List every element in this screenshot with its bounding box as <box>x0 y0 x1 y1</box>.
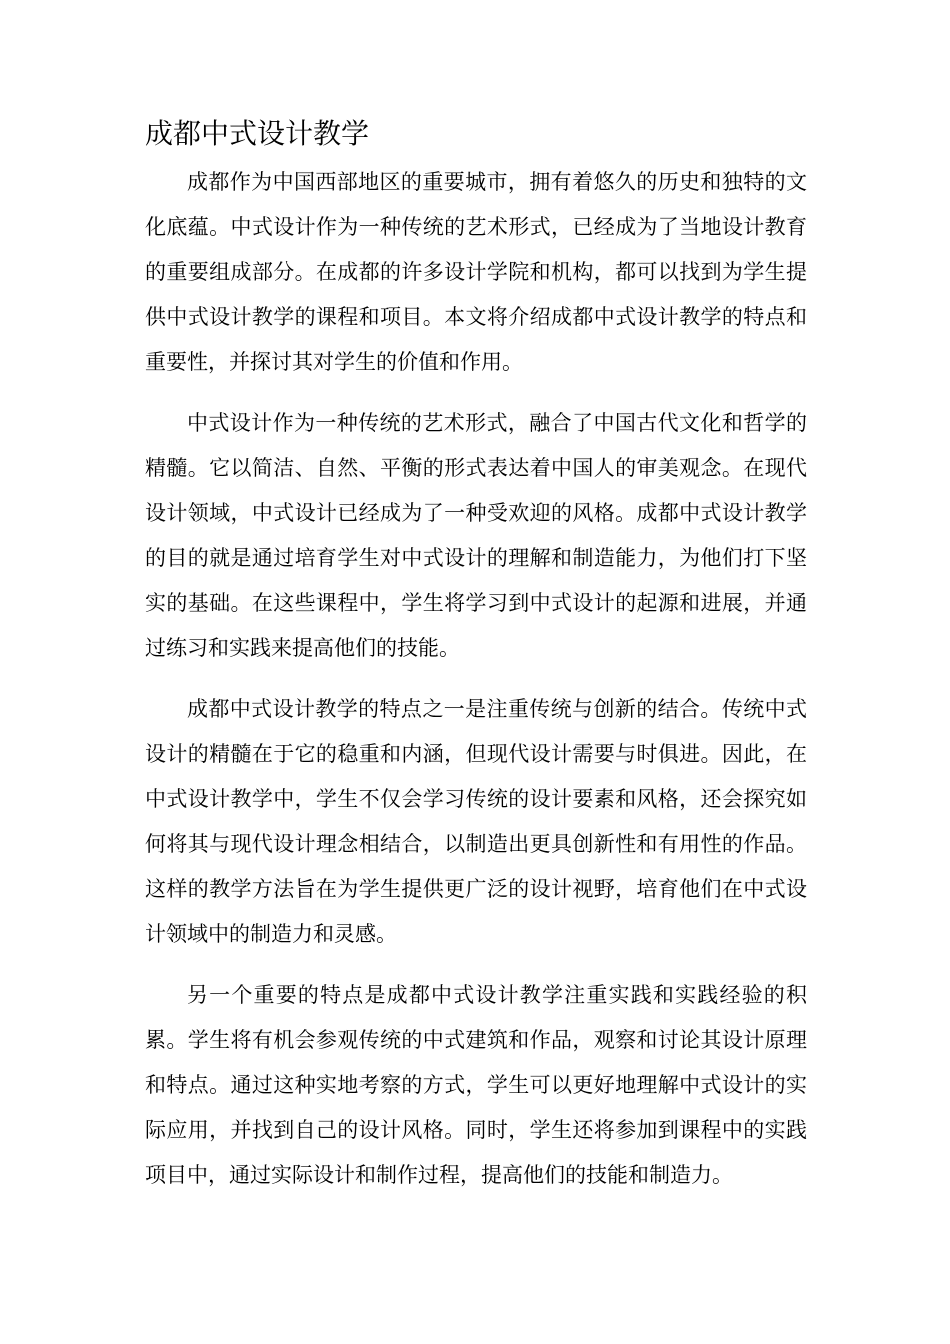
document-title: 成都中式设计教学 <box>145 117 370 150</box>
paragraph-1: 成都作为中国西部地区的重要城市，拥有着悠久的历史和独特的文化底蕴。中式设计作为一种传统的艺术形式，已经成为了当地设计教育的重要组成部分。在成都的许多设计学院和机构，都可以找到为学生提供中式设计教学的课程和项目。本文将介绍成都中式设计教学的特点和重要性，并探讨其对学生的价值和作用。 <box>145 170 807 374</box>
paragraph-2: 中式设计作为一种传统的艺术形式，融合了中国古代文化和哲学的精髓。它以简洁、自然、平衡的形式表达着中国人的审美观念。在现代设计领域，中式设计已经成为了一种受欢迎的风格。成都中式设计教学的目的就是通过培育学生对中式设计的理解和制造能力，为他们打下坚实的基础。在这些课程中，学生将学习到中式设计的起源和进展，并通过练习和实践来提高他们的技能。 <box>145 411 807 660</box>
paragraph-4: 另一个重要的特点是成都中式设计教学注重实践和实践经验的积累。学生将有机会参观传统的中式建筑和作品，观察和讨论其设计原理和特点。通过这种实地考察的方式，学生可以更好地理解中式设计的实际应用，并找到自己的设计风格。同时，学生还将参加到课程中的实践项目中，通过实际设计和制作过程，提高他们的技能和制造力。 <box>145 983 807 1187</box>
paragraph-3: 成都中式设计教学的特点之一是注重传统与创新的结合。传统中式设计的精髓在于它的稳重和内涵，但现代设计需要与时俱进。因此，在中式设计教学中，学生不仅会学习传统的设计要素和风格，还会探究如何将其与现代设计理念相结合，以制造出更具创新性和有用性的作品。这样的教学方法旨在为学生提供更广泛的设计视野，培育他们在中式设计领域中的制造力和灵感。 <box>145 697 807 946</box>
document-body <box>145 160 807 1214</box>
